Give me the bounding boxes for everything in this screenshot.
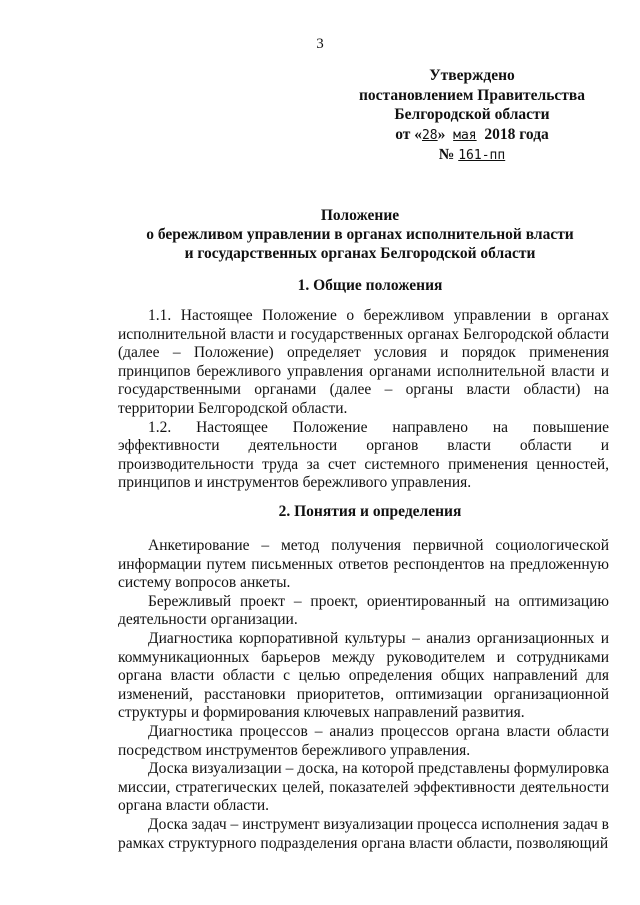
section-1-body: [118, 307, 609, 493]
paragraph: 1.1. Настоящее Положение о бережливом управлении в органах исполнительной власти и государственных органах Белгородской области (далее – Положение) определяет условия и порядок применения принципов бережливого управления органами исполнительной власти и государственными органами (далее – органы власти области) на территории Белгородской области.: [118, 307, 609, 417]
definition-paragraph: Доска визуализации – доска, на которой представлены формулировка миссии, стратегических целей, показателей эффективности деятельности органа власти области.: [118, 760, 609, 815]
paragraph: 1.2. Настоящее Положение направлено на повышение эффективности деятельности органов власти области и производительности труда за счет системного применения ценностей, принципов и инструментов бережливого управления.: [118, 418, 609, 492]
definition-paragraph: Диагностика корпоративной культуры – анализ организационных и коммуникационных барьеров между руководителем и сотрудниками органа власти области с целью определения общих направлений для изменений, расстановки приоритетов, оптимизации организационной структуры и формирования ключевых направлений развития.: [118, 629, 609, 722]
title-line-2: о бережливом управлении в органах исполнительной власти: [146, 226, 574, 243]
approval-line-2: постановлением Правительства: [358, 86, 586, 104]
definition-paragraph: Бережливый проект – проект, ориентированный на оптимизацию деятельности организации.: [118, 592, 609, 629]
title-line-3: и государственных органах Белгородской области: [184, 245, 536, 262]
page-number: 3: [316, 36, 324, 52]
date-mid: »: [437, 125, 446, 143]
title-line-1: Положение: [320, 207, 400, 224]
definition-paragraph: Анкетирование – метод получения первичной социологической информации путем письменных ответов респондентов на предложенную систему вопросов анкеты.: [118, 537, 609, 592]
approval-line-1: Утверждено: [429, 67, 515, 84]
section-2-body: [118, 537, 609, 853]
date-month: мая: [453, 127, 477, 143]
date-day: 28: [421, 127, 438, 143]
section-1-heading: 1. Общие положения: [297, 277, 443, 294]
definition-paragraph: Диагностика процессов – анализ процессов органа власти области посредством инструментов бережливого управления.: [118, 722, 609, 759]
document-title: [80, 206, 640, 263]
section-2-heading: 2. Понятия и определения: [278, 503, 462, 520]
approval-line-3: Белгородской области: [394, 106, 550, 123]
number-prefix: №: [438, 146, 455, 163]
document-number: 161-пп: [458, 148, 506, 163]
date-prefix: от «: [395, 125, 422, 143]
approval-stamp: [356, 66, 588, 166]
approval-number: [356, 145, 588, 166]
date-year: 2018 года: [484, 125, 549, 143]
approval-date: [356, 125, 588, 146]
definition-paragraph: Доска задач – инструмент визуализации процесса исполнения задач в рамках структурного подразделения органа власти области, позволяющий: [118, 815, 609, 852]
